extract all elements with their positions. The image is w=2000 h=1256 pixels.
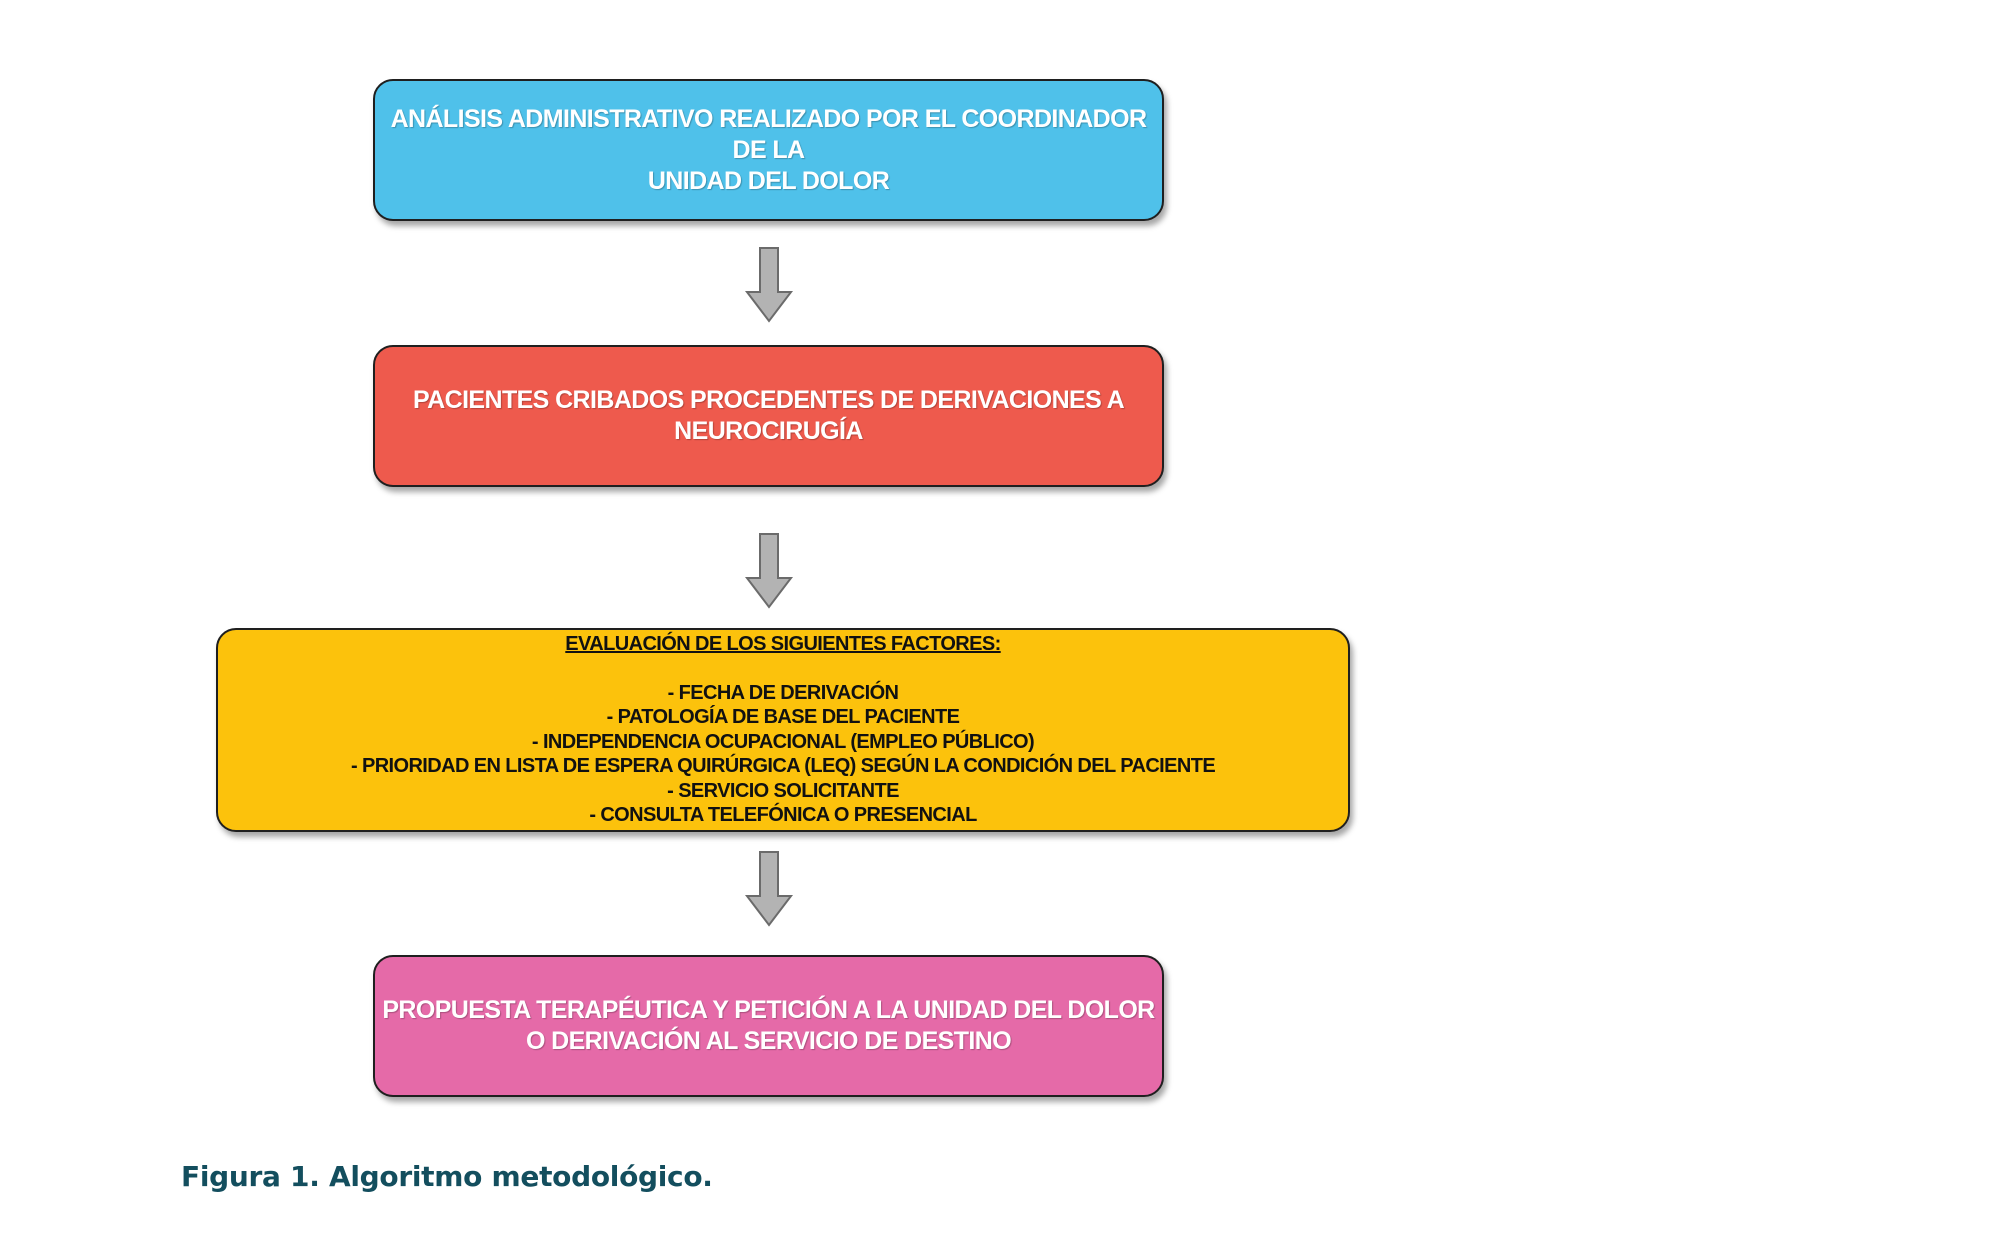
factor-item: - SERVICIO SOLICITANTE — [667, 779, 899, 802]
step-2-line-2: NEUROCIRUGÍA — [674, 417, 863, 445]
step-4-line-2: O DERIVACIÓN AL SERVICIO DE DESTINO — [525, 1027, 1012, 1055]
step-1-box — [373, 79, 1164, 221]
factor-item: - PATOLOGÍA DE BASE DEL PACIENTE — [606, 706, 960, 729]
factor-item: - INDEPENDENCIA OCUPACIONAL (EMPLEO PÚBLICO) — [531, 730, 1035, 753]
step-2-line-1: PACIENTES CRIBADOS PROCEDENTES DE DERIVACIONES A — [412, 386, 1125, 414]
step-1-line-1: ANÁLISIS ADMINISTRATIVO REALIZADO POR EL COORDINADOR DE LA — [390, 104, 1147, 164]
step-3-box — [216, 628, 1350, 832]
factor-item: - FECHA DE DERIVACIÓN — [667, 681, 899, 704]
step-4-box — [373, 955, 1164, 1097]
figure-caption: Figura 1. Algoritmo metodológico. — [181, 1160, 713, 1193]
step-1-line-2: UNIDAD DEL DOLOR — [647, 166, 890, 195]
step-2-box — [373, 345, 1164, 487]
down-arrow-icon — [744, 246, 794, 324]
factor-item: - CONSULTA TELEFÓNICA O PRESENCIAL — [589, 804, 977, 827]
step-4-line-1: PROPUESTA TERAPÉUTICA Y PETICIÓN A LA UNIDAD DEL DOLOR — [382, 996, 1155, 1024]
step-3-heading: EVALUACIÓN DE LOS SIGUIENTES FACTORES: — [565, 633, 1001, 656]
down-arrow-icon — [744, 850, 794, 928]
down-arrow-icon — [744, 532, 794, 610]
factor-item: - PRIORIDAD EN LISTA DE ESPERA QUIRÚRGICA (LEQ) SEGÚN LA CONDICIÓN DEL PACIENTE — [350, 755, 1216, 778]
